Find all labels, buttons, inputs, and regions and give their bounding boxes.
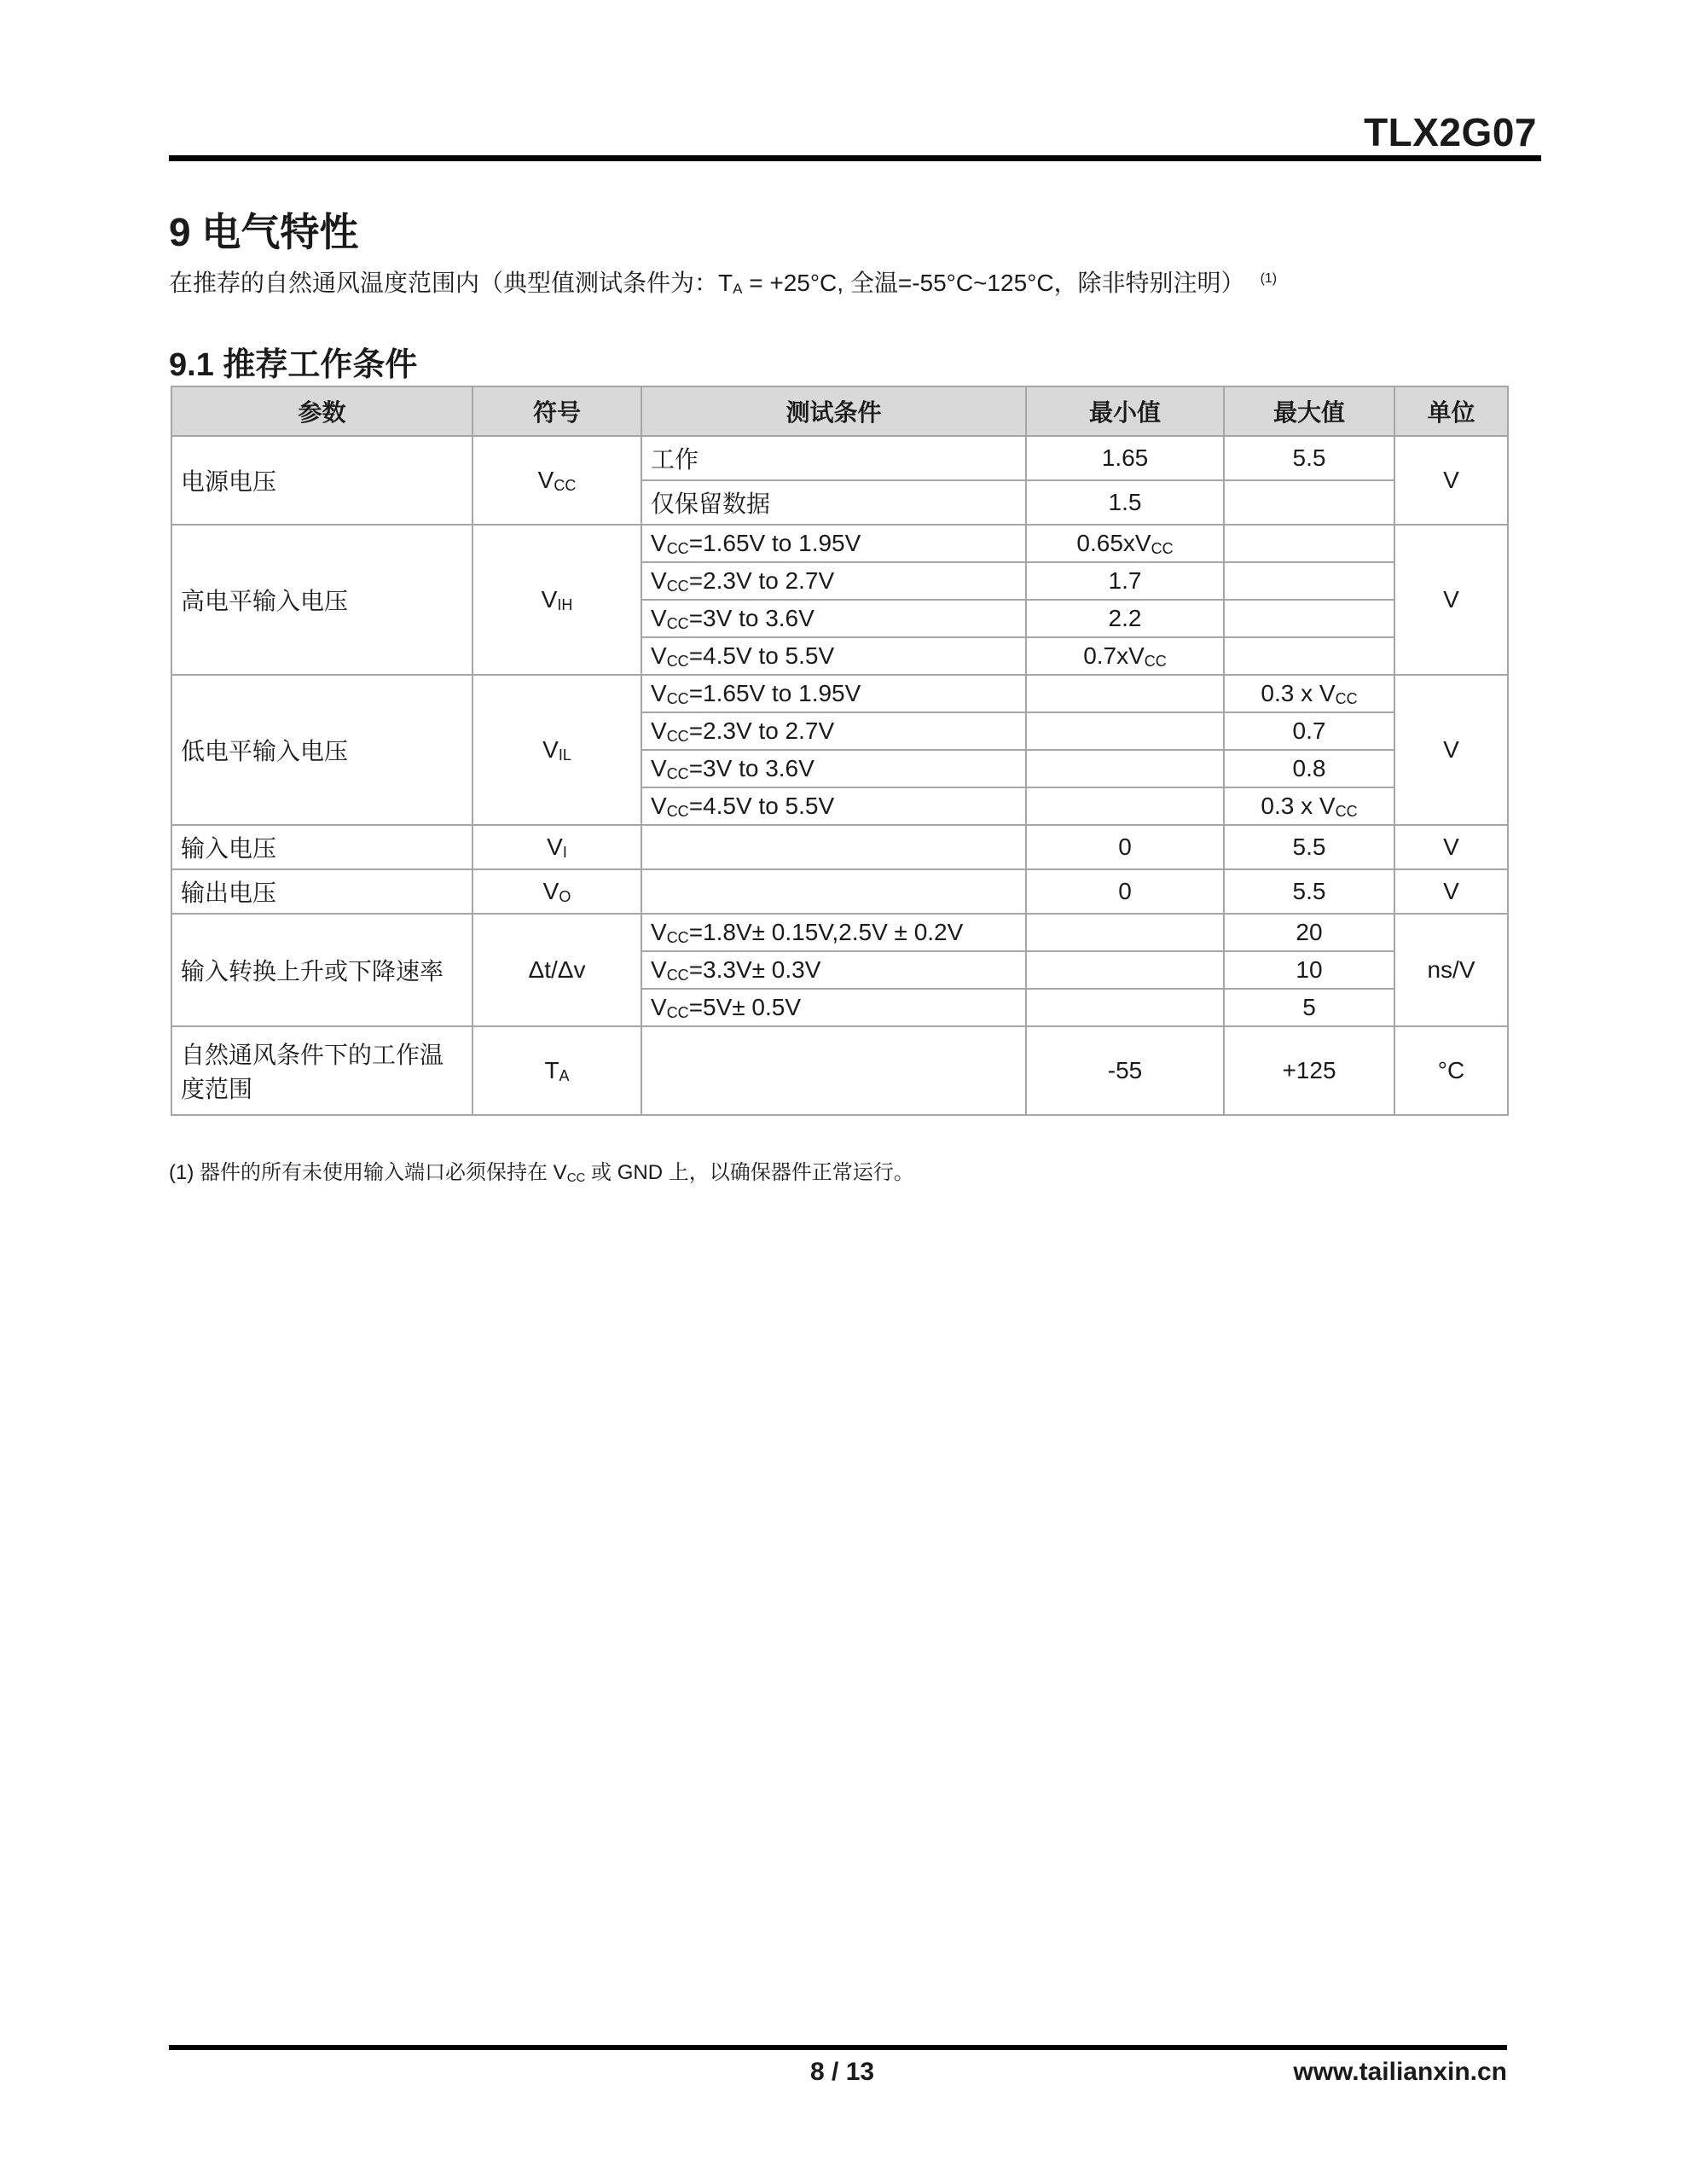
condition-cell: 工作 bbox=[641, 436, 1026, 480]
table-footnote: (1) 器件的所有未使用输入端口必须保持在 $V_{CC}$ 或 GND 上，以确保器件正常运行。 bbox=[169, 1161, 914, 1185]
symbol-cell: $T_A$ bbox=[472, 1026, 641, 1115]
header-rule bbox=[169, 155, 1541, 161]
symbol-cell: $V_I$ bbox=[472, 825, 641, 869]
header-max: 最大值 bbox=[1224, 386, 1394, 436]
param-cell: 输入电压 bbox=[171, 825, 472, 869]
symbol-cell: Δt/Δv bbox=[472, 914, 641, 1026]
max-cell: +125 bbox=[1224, 1026, 1394, 1115]
min-cell bbox=[1026, 750, 1224, 787]
condition-cell: $V_{CC}=4.5V$ to 5.5V bbox=[641, 787, 1026, 825]
max-cell: 5.5 bbox=[1224, 869, 1394, 914]
unit-cell: °C bbox=[1394, 1026, 1508, 1115]
min-cell bbox=[1026, 914, 1224, 951]
condition-cell: $V_{CC}=1.65V$ to 1.95V bbox=[641, 525, 1026, 562]
table-row bbox=[171, 525, 1508, 562]
max-cell: 5.5 bbox=[1224, 436, 1394, 480]
condition-cell bbox=[641, 825, 1026, 869]
min-cell: $0.7xV_{CC}$ bbox=[1026, 637, 1224, 675]
condition-cell: $V_{CC}=4.5V$ to 5.5V bbox=[641, 637, 1026, 675]
condition-cell: $V_{CC}=2.3V$ to 2.7V bbox=[641, 562, 1026, 600]
symbol-cell: $V_{IH}$ bbox=[472, 525, 641, 675]
footer-url: www.tailianxin.cn bbox=[1293, 2058, 1507, 2086]
table-row bbox=[171, 675, 1508, 712]
section-title: 9 电气特性 bbox=[169, 210, 359, 254]
min-cell: 0 bbox=[1026, 825, 1224, 869]
header-symbol: 符号 bbox=[472, 386, 641, 436]
param-cell: 输出电压 bbox=[171, 869, 472, 914]
symbol-cell: $V_O$ bbox=[472, 869, 641, 914]
min-cell bbox=[1026, 675, 1224, 712]
recommended-operating-conditions-table bbox=[171, 386, 1509, 1116]
unit-cell: V bbox=[1394, 869, 1508, 914]
page-number: 8 / 13 bbox=[810, 2058, 875, 2086]
intro-note-ref: (1) bbox=[1260, 271, 1278, 286]
max-cell: 0.8 bbox=[1224, 750, 1394, 787]
param-cell: 高电平输入电压 bbox=[171, 525, 472, 675]
condition-cell: 仅保留数据 bbox=[641, 480, 1026, 525]
condition-cell: $V_{CC}=1.65V$ to 1.95V bbox=[641, 675, 1026, 712]
symbol-cell: $V_{CC}$ bbox=[472, 436, 641, 525]
max-cell: 0.3 x $V_{CC}$ bbox=[1224, 787, 1394, 825]
condition-cell: $V_{CC}=1.8V\pm 0.15V,2.5V \pm 0.2V$ bbox=[641, 914, 1026, 951]
condition-cell: $V_{CC}=3.3V\pm 0.3V$ bbox=[641, 951, 1026, 989]
max-cell bbox=[1224, 480, 1394, 525]
param-cell: 低电平输入电压 bbox=[171, 675, 472, 825]
header-param: 参数 bbox=[171, 386, 472, 436]
max-cell: 5 bbox=[1224, 989, 1394, 1026]
intro-text-post: = +25°C, 全温=-55°C~125°C，除非特别注明） bbox=[742, 270, 1245, 296]
min-cell: -55 bbox=[1026, 1026, 1224, 1115]
min-cell: 1.7 bbox=[1026, 562, 1224, 600]
subsection-title: 9.1 推荐工作条件 bbox=[169, 347, 418, 383]
min-cell: 2.2 bbox=[1026, 600, 1224, 637]
header-min: 最小值 bbox=[1026, 386, 1224, 436]
min-cell bbox=[1026, 787, 1224, 825]
max-cell bbox=[1224, 600, 1394, 637]
unit-cell: ns/V bbox=[1394, 914, 1508, 1026]
max-cell: 5.5 bbox=[1224, 825, 1394, 869]
min-cell: $0.65xV_{CC}$ bbox=[1026, 525, 1224, 562]
header-condition: 测试条件 bbox=[641, 386, 1026, 436]
header-unit: 单位 bbox=[1394, 386, 1508, 436]
table-row bbox=[171, 436, 1508, 480]
max-cell bbox=[1224, 525, 1394, 562]
unit-cell: V bbox=[1394, 436, 1508, 525]
param-cell: 自然通风条件下的工作温 度范围 bbox=[171, 1026, 472, 1115]
condition-cell bbox=[641, 869, 1026, 914]
min-cell bbox=[1026, 712, 1224, 750]
symbol-cell: $V_{IL}$ bbox=[472, 675, 641, 825]
min-cell: 0 bbox=[1026, 869, 1224, 914]
intro-sub: A bbox=[733, 281, 743, 297]
unit-cell: V bbox=[1394, 825, 1508, 869]
max-cell bbox=[1224, 637, 1394, 675]
min-cell bbox=[1026, 951, 1224, 989]
condition-cell: $V_{CC}=5V\pm 0.5V$ bbox=[641, 989, 1026, 1026]
table-row bbox=[171, 869, 1508, 914]
min-cell bbox=[1026, 989, 1224, 1026]
condition-cell: $V_{CC}=2.3V$ to 2.7V bbox=[641, 712, 1026, 750]
param-cell: 输入转换上升或下降速率 bbox=[171, 914, 472, 1026]
table-row bbox=[171, 1026, 1508, 1115]
condition-cell: $V_{CC}=3V$ to 3.6V bbox=[641, 750, 1026, 787]
unit-cell: V bbox=[1394, 675, 1508, 825]
min-cell: 1.65 bbox=[1026, 436, 1224, 480]
param-cell: 电源电压 bbox=[171, 436, 472, 525]
intro-text: 在推荐的自然通风温度范围内（典型值测试条件为：T bbox=[169, 270, 733, 296]
table-header-row bbox=[171, 386, 1508, 436]
footer-rule bbox=[169, 2045, 1507, 2050]
condition-cell bbox=[641, 1026, 1026, 1115]
document-title: TLX2G07 bbox=[1364, 110, 1537, 154]
unit-cell: V bbox=[1394, 525, 1508, 675]
max-cell: 20 bbox=[1224, 914, 1394, 951]
section-intro bbox=[169, 264, 1277, 299]
condition-cell: $V_{CC}=3V$ to 3.6V bbox=[641, 600, 1026, 637]
max-cell: 0.3 x $V_{CC}$ bbox=[1224, 675, 1394, 712]
table-row bbox=[171, 825, 1508, 869]
table-row bbox=[171, 914, 1508, 951]
max-cell: 0.7 bbox=[1224, 712, 1394, 750]
min-cell: 1.5 bbox=[1026, 480, 1224, 525]
max-cell bbox=[1224, 562, 1394, 600]
max-cell: 10 bbox=[1224, 951, 1394, 989]
